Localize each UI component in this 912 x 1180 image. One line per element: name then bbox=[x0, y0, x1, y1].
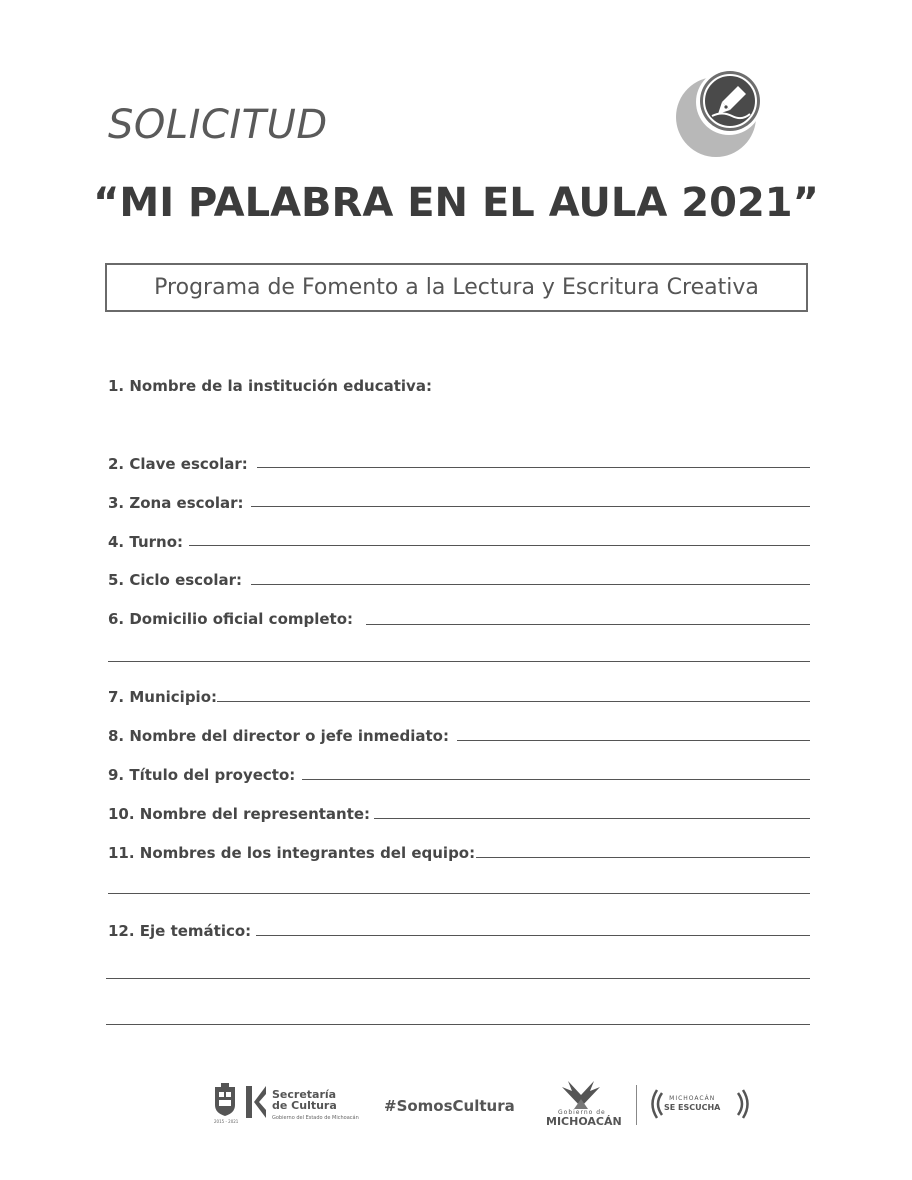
input-line-thematic-axis-3[interactable] bbox=[106, 1024, 810, 1025]
input-line-director-name[interactable] bbox=[457, 740, 810, 741]
label-official-address: 6. Domicilio oficial completo: bbox=[108, 610, 354, 628]
label-institution-name: 1. Nombre de la institución educativa: bbox=[108, 377, 432, 395]
label-shift: 4. Turno: bbox=[108, 533, 183, 551]
label-school-code: 2. Clave escolar: bbox=[108, 455, 248, 473]
input-line-team-members[interactable] bbox=[476, 857, 810, 858]
label-project-title: 9. Título del proyecto: bbox=[108, 766, 296, 784]
secretaria-cultura-k-icon bbox=[244, 1083, 268, 1121]
program-banner bbox=[105, 263, 808, 312]
gobierno-big-text: MICHOACÁN bbox=[546, 1115, 622, 1128]
secretaria-sub: Gobierno del Estado de Michoacán bbox=[272, 1115, 359, 1121]
document-title: “MI PALABRA EN EL AULA 2021” bbox=[93, 180, 819, 226]
pen-nib-icon bbox=[674, 62, 774, 162]
input-line-official-address-2[interactable] bbox=[108, 661, 810, 662]
secretaria-cultura-logo bbox=[272, 1089, 359, 1124]
secretaria-line2: de Cultura bbox=[272, 1099, 337, 1112]
input-line-thematic-axis[interactable] bbox=[256, 935, 810, 936]
label-municipality: 7. Municipio: bbox=[108, 688, 217, 706]
input-line-team-members-2[interactable] bbox=[108, 893, 810, 894]
shield-years: 2015 - 2021 bbox=[214, 1119, 239, 1124]
input-line-official-address[interactable] bbox=[366, 624, 810, 625]
label-director-name: 8. Nombre del director o jefe inmediato: bbox=[108, 727, 449, 745]
document-kicker: SOLICITUD bbox=[108, 102, 328, 148]
input-line-shift[interactable] bbox=[189, 545, 810, 546]
sound-waves-left-icon bbox=[650, 1089, 664, 1119]
michoacan-butterfly-icon bbox=[556, 1079, 606, 1109]
hashtag-text: #SomosCultura bbox=[384, 1097, 515, 1115]
footer-divider bbox=[636, 1085, 637, 1125]
input-line-school-zone[interactable] bbox=[251, 506, 810, 507]
label-team-members: 11. Nombres de los integrantes del equipo: bbox=[108, 844, 476, 862]
label-school-cycle: 5. Ciclo escolar: bbox=[108, 571, 243, 589]
michoacan-se-escucha-logo bbox=[664, 1094, 720, 1112]
secretaria-line1: Secretaría bbox=[272, 1088, 337, 1101]
escucha-line2: SE ESCUCHA bbox=[664, 1103, 721, 1112]
label-school-zone: 3. Zona escolar: bbox=[108, 494, 244, 512]
label-representative-name: 10. Nombre del representante: bbox=[108, 805, 371, 823]
input-line-project-title[interactable] bbox=[302, 779, 810, 780]
gobierno-small-text: Gobierno de bbox=[558, 1109, 606, 1116]
input-line-thematic-axis-2[interactable] bbox=[106, 978, 810, 979]
input-line-municipality[interactable] bbox=[217, 701, 810, 702]
footer-logos bbox=[0, 1075, 912, 1135]
input-line-school-code[interactable] bbox=[257, 467, 810, 468]
coat-of-arms-icon bbox=[212, 1083, 238, 1121]
program-name: Programa de Fomento a la Lectura y Escritura Creativa bbox=[154, 275, 759, 300]
input-line-representative-name[interactable] bbox=[374, 818, 810, 819]
input-line-school-cycle[interactable] bbox=[251, 584, 810, 585]
label-thematic-axis: 12. Eje temático: bbox=[108, 922, 252, 940]
escucha-line1: MICHOACÁN bbox=[669, 1095, 716, 1102]
sound-waves-right-icon bbox=[736, 1089, 750, 1119]
